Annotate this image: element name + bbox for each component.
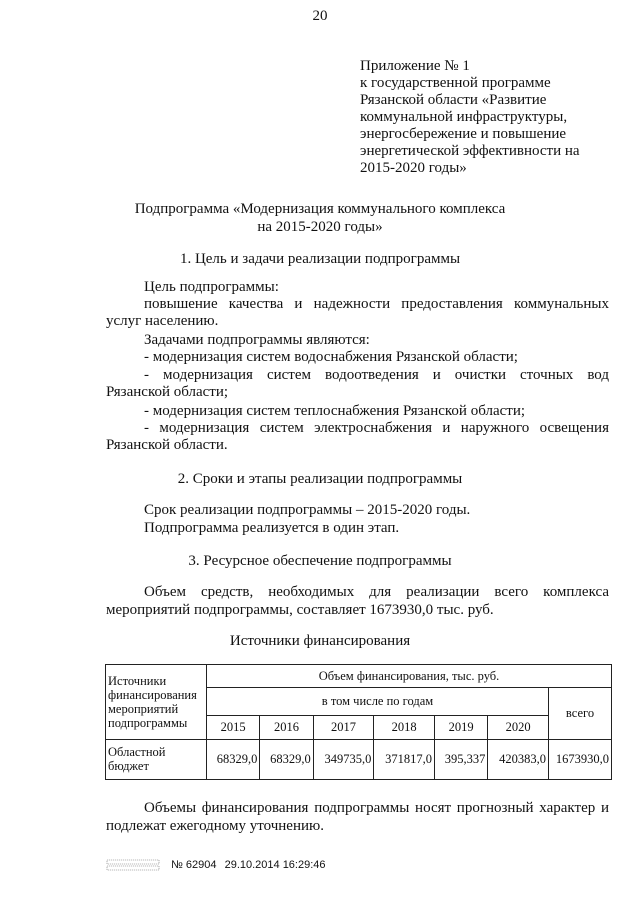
table-year-header: 2017 (313, 716, 374, 739)
table-year-header: 2018 (374, 716, 435, 739)
footer-stamp (106, 858, 326, 872)
term-text: Срок реализации подпрограммы – 2015-2020 годы. (144, 502, 471, 518)
funding-text-line: мероприятий подпрограммы, составляет 1673930,0 тыс. руб. (106, 602, 494, 618)
table-cell: 371817,0 (374, 739, 435, 779)
table-cell-total: 1673930,0 (549, 739, 612, 779)
table-header-volume: Объем финансирования, тыс. руб. (207, 665, 612, 688)
table-year-header: 2016 (260, 716, 313, 739)
appendix-line: 2015-2020 годы» (360, 160, 467, 176)
task-item: - модернизация систем водоотведения и очистки сточных вод (144, 367, 609, 383)
section2-heading: 2. Сроки и этапы реализации подпрограммы (177, 471, 463, 487)
appendix-block (360, 58, 580, 177)
subprogram-title-line: Подпрограмма «Модернизация коммунального комплекса (134, 201, 506, 217)
table-header-source: Источники финансирования мероприятий подпрограммы (106, 665, 207, 740)
table-header-by-years: в том числе по годам (207, 688, 549, 716)
closing-text-line: Объемы финансирования подпрограммы носят прогнозный характер и (144, 800, 609, 816)
task-item: - модернизация систем водоснабжения Рязанской области; (144, 349, 518, 365)
task-item-continued: Рязанской области; (106, 384, 229, 400)
goal-label: Цель подпрограммы: (144, 279, 279, 295)
appendix-line: Приложение № 1 (360, 58, 470, 74)
task-item: - модернизация систем электроснабжения и наружного освещения (144, 420, 609, 436)
table-row-label: Областной бюджет (106, 739, 207, 779)
table-cell: 349735,0 (313, 739, 374, 779)
funding-table (105, 664, 612, 780)
stage-text: Подпрограмма реализуется в один этап. (144, 520, 400, 536)
goal-text-line: повышение качества и надежности предоставления коммунальных (144, 296, 609, 312)
appendix-line: к государственной программе (360, 75, 551, 91)
subprogram-title-line: на 2015-2020 годы» (257, 219, 383, 235)
table-cell: 420383,0 (488, 739, 549, 779)
appendix-line: Рязанской области «Развитие (360, 92, 547, 108)
closing-text-line: подлежат ежегодному уточнению. (106, 818, 324, 834)
appendix-line: энергосбережение и повышение (360, 126, 567, 142)
footer-doc-number: № 62904 (171, 858, 217, 871)
goal-text-line: услуг населению. (106, 313, 219, 329)
table-cell: 68329,0 (207, 739, 260, 779)
table-year-header: 2019 (434, 716, 487, 739)
task-item-continued: Рязанской области. (106, 437, 228, 453)
section3-heading: 3. Ресурсное обеспечение подпрограммы (188, 553, 452, 569)
registry-stamp-icon (106, 858, 160, 872)
table-title: Источники финансирования (229, 633, 411, 649)
task-item: - модернизация систем теплоснабжения Рязанской области; (144, 403, 526, 419)
appendix-line: коммунальной инфраструктуры, (360, 109, 568, 125)
table-cell: 395,337 (434, 739, 487, 779)
table-header-total: всего (549, 688, 612, 739)
page-number: 20 (312, 8, 328, 24)
funding-text-line: Объем средств, необходимых для реализации всего комплекса (144, 584, 609, 600)
tasks-label: Задачами подпрограммы являются: (144, 332, 370, 348)
table-year-header: 2015 (207, 716, 260, 739)
table-year-header: 2020 (488, 716, 549, 739)
appendix-line: энергетической эффективности на (360, 143, 580, 159)
subprogram-title (0, 200, 640, 236)
table-cell: 68329,0 (260, 739, 313, 779)
section1-heading: 1. Цель и задачи реализации подпрограммы (179, 251, 461, 267)
footer-timestamp: 29.10.2014 16:29:46 (224, 858, 326, 871)
